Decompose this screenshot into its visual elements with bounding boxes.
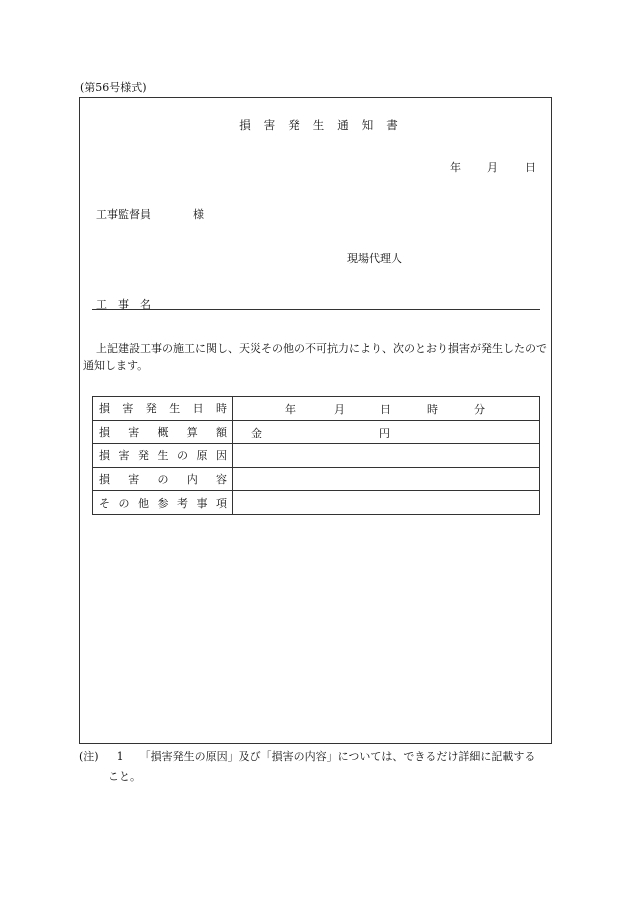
note-number: 1 — [116, 750, 124, 763]
note-line-2: こと。 — [108, 770, 141, 783]
table-row — [93, 491, 540, 515]
dt-year: 年 — [285, 403, 296, 417]
site-agent-label: 現場代理人 — [347, 252, 402, 265]
row-label: 損害発生の原因 — [93, 444, 233, 468]
form-code: (第56号様式) — [80, 81, 147, 94]
date-month-label: 月 — [487, 161, 498, 174]
amount-cell — [233, 420, 540, 444]
row-value — [233, 467, 540, 491]
work-name-label: 工事名 — [96, 298, 162, 311]
amount-unit: 円 — [379, 426, 390, 440]
date-day-label: 日 — [525, 161, 536, 174]
date-line — [450, 159, 536, 175]
table-row — [93, 444, 540, 468]
table-row — [93, 467, 540, 491]
damage-info-table — [92, 396, 540, 515]
addressee — [96, 206, 204, 222]
work-name-underline — [92, 309, 540, 310]
document-title: 損害発生通知書 — [239, 118, 411, 132]
row-value — [233, 491, 540, 515]
note-line-1 — [79, 748, 535, 764]
dt-hour: 時 — [427, 403, 438, 417]
addressee-honorific: 様 — [193, 208, 204, 221]
row-label: 損害の内容 — [93, 467, 233, 491]
row-label: その他参考事項 — [93, 491, 233, 515]
date-year-label: 年 — [450, 161, 461, 174]
datetime-cell — [233, 397, 540, 421]
dt-day: 日 — [380, 403, 391, 417]
dt-month: 月 — [334, 403, 345, 417]
table-row — [93, 397, 540, 421]
row-label: 損害発生日時 — [93, 397, 233, 421]
row-value — [233, 444, 540, 468]
dt-minute: 分 — [474, 403, 485, 417]
body-text: 上記建設工事の施工に関し、天災その他の不可抗力により、次のとおり損害が発生したので通知します。 — [83, 342, 547, 372]
row-label: 損害概算額 — [93, 420, 233, 444]
table-row — [93, 420, 540, 444]
note-text-1: 「損害発生の原因」及び「損害の内容」については、できるだけ詳細に記載する — [139, 750, 536, 763]
amount-prefix: 金 — [251, 426, 262, 440]
addressee-label: 工事監督員 — [96, 208, 151, 221]
note-prefix: (注) — [79, 750, 99, 763]
